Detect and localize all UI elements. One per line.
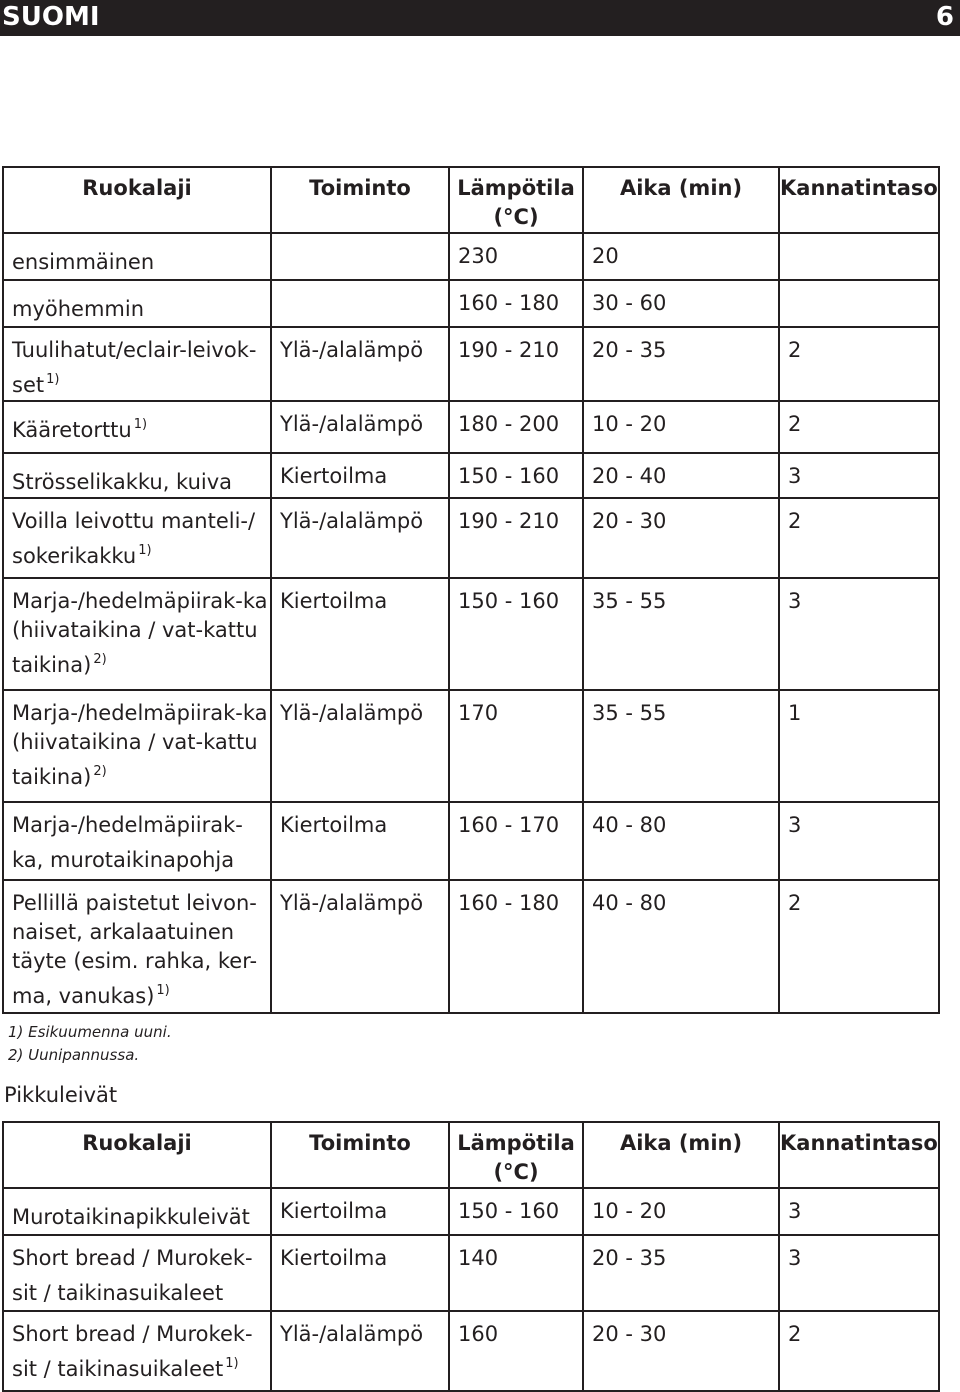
function-cell: Kiertoilma [271, 802, 449, 880]
footnote-ref: 1) [138, 543, 152, 558]
table-row [3, 1311, 939, 1391]
table-row [3, 233, 939, 280]
footnote-ref: 1) [46, 372, 60, 387]
footnote-ref: 1) [225, 1356, 239, 1371]
dish-cell [3, 1188, 271, 1235]
shelf-level-cell: 3 [779, 802, 939, 880]
dish-cell [3, 690, 271, 802]
temperature-cell: 180 - 200 [449, 401, 583, 453]
table-row [3, 401, 939, 453]
function-cell: Ylä-/alalämpö [271, 401, 449, 453]
temperature-cell: 160 - 170 [449, 802, 583, 880]
time-cell: 20 - 40 [583, 453, 779, 498]
dish-cell [3, 1235, 271, 1311]
header-time: Aika (min) [583, 1122, 779, 1188]
function-cell: Kiertoilma [271, 1235, 449, 1311]
time-cell: 20 [583, 233, 779, 280]
dish-cell [3, 498, 271, 578]
shelf-level-cell: 3 [779, 453, 939, 498]
table-row [3, 280, 939, 327]
temperature-cell: 230 [449, 233, 583, 280]
page-number: 6 [935, 2, 954, 32]
time-cell: 35 - 55 [583, 690, 779, 802]
footnote-ref: 2) [93, 764, 107, 779]
table-header-row [3, 1122, 939, 1188]
shelf-level-cell: 2 [779, 1311, 939, 1391]
dish-name: Strösselikakku, kuiva [12, 470, 233, 494]
table-row [3, 1235, 939, 1311]
table-row [3, 453, 939, 498]
dish-cell [3, 401, 271, 453]
shelf-level-cell [779, 280, 939, 327]
header-function: Toiminto [271, 1122, 449, 1188]
function-cell [271, 280, 449, 327]
temperature-cell: 140 [449, 1235, 583, 1311]
time-cell: 40 - 80 [583, 802, 779, 880]
header-temperature: Lämpötila (°C) [449, 167, 583, 233]
shelf-level-cell: 2 [779, 327, 939, 401]
function-cell: Ylä-/alalämpö [271, 1311, 449, 1391]
shelf-level-cell: 3 [779, 1235, 939, 1311]
footnote-ref: 1) [156, 983, 170, 998]
dish-name: Kääretorttu [12, 418, 132, 442]
table-row [3, 690, 939, 802]
language-label: SUOMI [2, 2, 100, 32]
dish-name: Marja-/hedelmäpiirak-ka (hiivataikina / vat-kattu taikina) [12, 701, 268, 789]
table-header-row [3, 167, 939, 233]
temperature-cell: 190 - 210 [449, 327, 583, 401]
dish-name: Pellillä paistetut leivon-naiset, arkalaatuinen täyte (esim. rahka, ker-ma, vanukas) [12, 891, 258, 1008]
dish-name: myöhemmin [12, 297, 145, 321]
header-time: Aika (min) [583, 167, 779, 233]
temperature-cell: 160 - 180 [449, 880, 583, 1013]
shelf-level-cell: 1 [779, 690, 939, 802]
table-row [3, 1188, 939, 1235]
header-dish: Ruokalaji [3, 1122, 271, 1188]
function-cell: Ylä-/alalämpö [271, 690, 449, 802]
header-shelf-level: Kannatintaso [779, 1122, 939, 1188]
temperature-cell: 160 [449, 1311, 583, 1391]
table-row [3, 327, 939, 401]
time-cell: 10 - 20 [583, 1188, 779, 1235]
function-cell [271, 233, 449, 280]
dish-name: Marja-/hedelmäpiirak-ka, murotaikinapohja [12, 813, 243, 872]
time-cell: 40 - 80 [583, 880, 779, 1013]
dish-name: Marja-/hedelmäpiirak-ka (hiivataikina / vat-kattu taikina) [12, 589, 268, 677]
table-row [3, 802, 939, 880]
temperature-cell: 150 - 160 [449, 453, 583, 498]
header-temperature: Lämpötila (°C) [449, 1122, 583, 1188]
function-cell: Ylä-/alalämpö [271, 327, 449, 401]
temperature-cell: 150 - 160 [449, 1188, 583, 1235]
time-cell: 20 - 35 [583, 327, 779, 401]
time-cell: 10 - 20 [583, 401, 779, 453]
table-row [3, 578, 939, 690]
dish-cell [3, 578, 271, 690]
shelf-level-cell: 3 [779, 578, 939, 690]
section-title: Pikkuleivät [4, 1083, 118, 1107]
footnote-1: 1) Esikuumenna uuni. [8, 1023, 172, 1041]
temperature-cell: 170 [449, 690, 583, 802]
baking-table [2, 166, 940, 1014]
dish-name: Voilla leivottu manteli-/ sokerikakku [12, 509, 256, 568]
time-cell: 35 - 55 [583, 578, 779, 690]
table-row [3, 880, 939, 1013]
temperature-cell: 190 - 210 [449, 498, 583, 578]
function-cell: Ylä-/alalämpö [271, 880, 449, 1013]
function-cell: Kiertoilma [271, 1188, 449, 1235]
temperature-cell: 160 - 180 [449, 280, 583, 327]
shelf-level-cell [779, 233, 939, 280]
dish-name: Murotaikinapikkuleivät [12, 1205, 250, 1229]
dish-cell [3, 453, 271, 498]
cookies-table [2, 1121, 940, 1392]
footnote-2: 2) Uunipannussa. [8, 1046, 140, 1064]
shelf-level-cell: 2 [779, 880, 939, 1013]
dish-cell [3, 280, 271, 327]
time-cell: 20 - 30 [583, 1311, 779, 1391]
shelf-level-cell: 2 [779, 498, 939, 578]
header-shelf-level: Kannatintaso [779, 167, 939, 233]
time-cell: 30 - 60 [583, 280, 779, 327]
header-function: Toiminto [271, 167, 449, 233]
time-cell: 20 - 30 [583, 498, 779, 578]
dish-cell [3, 327, 271, 401]
function-cell: Kiertoilma [271, 578, 449, 690]
dish-cell [3, 1311, 271, 1391]
dish-name: ensimmäinen [12, 250, 155, 274]
dish-cell [3, 802, 271, 880]
table-row [3, 498, 939, 578]
temperature-cell: 150 - 160 [449, 578, 583, 690]
dish-name: Short bread / Murokek-sit / taikinasuikaleet [12, 1246, 253, 1305]
dish-cell [3, 880, 271, 1013]
page-header [0, 0, 960, 36]
shelf-level-cell: 2 [779, 401, 939, 453]
footnote-ref: 2) [93, 652, 107, 667]
dish-cell [3, 233, 271, 280]
header-dish: Ruokalaji [3, 167, 271, 233]
function-cell: Ylä-/alalämpö [271, 498, 449, 578]
shelf-level-cell: 3 [779, 1188, 939, 1235]
dish-name: Short bread / Murokek-sit / taikinasuikaleet [12, 1322, 253, 1381]
footnote-ref: 1) [133, 417, 148, 432]
time-cell: 20 - 35 [583, 1235, 779, 1311]
dish-name: Tuulihatut/eclair-leivok-set [12, 338, 257, 397]
function-cell: Kiertoilma [271, 453, 449, 498]
